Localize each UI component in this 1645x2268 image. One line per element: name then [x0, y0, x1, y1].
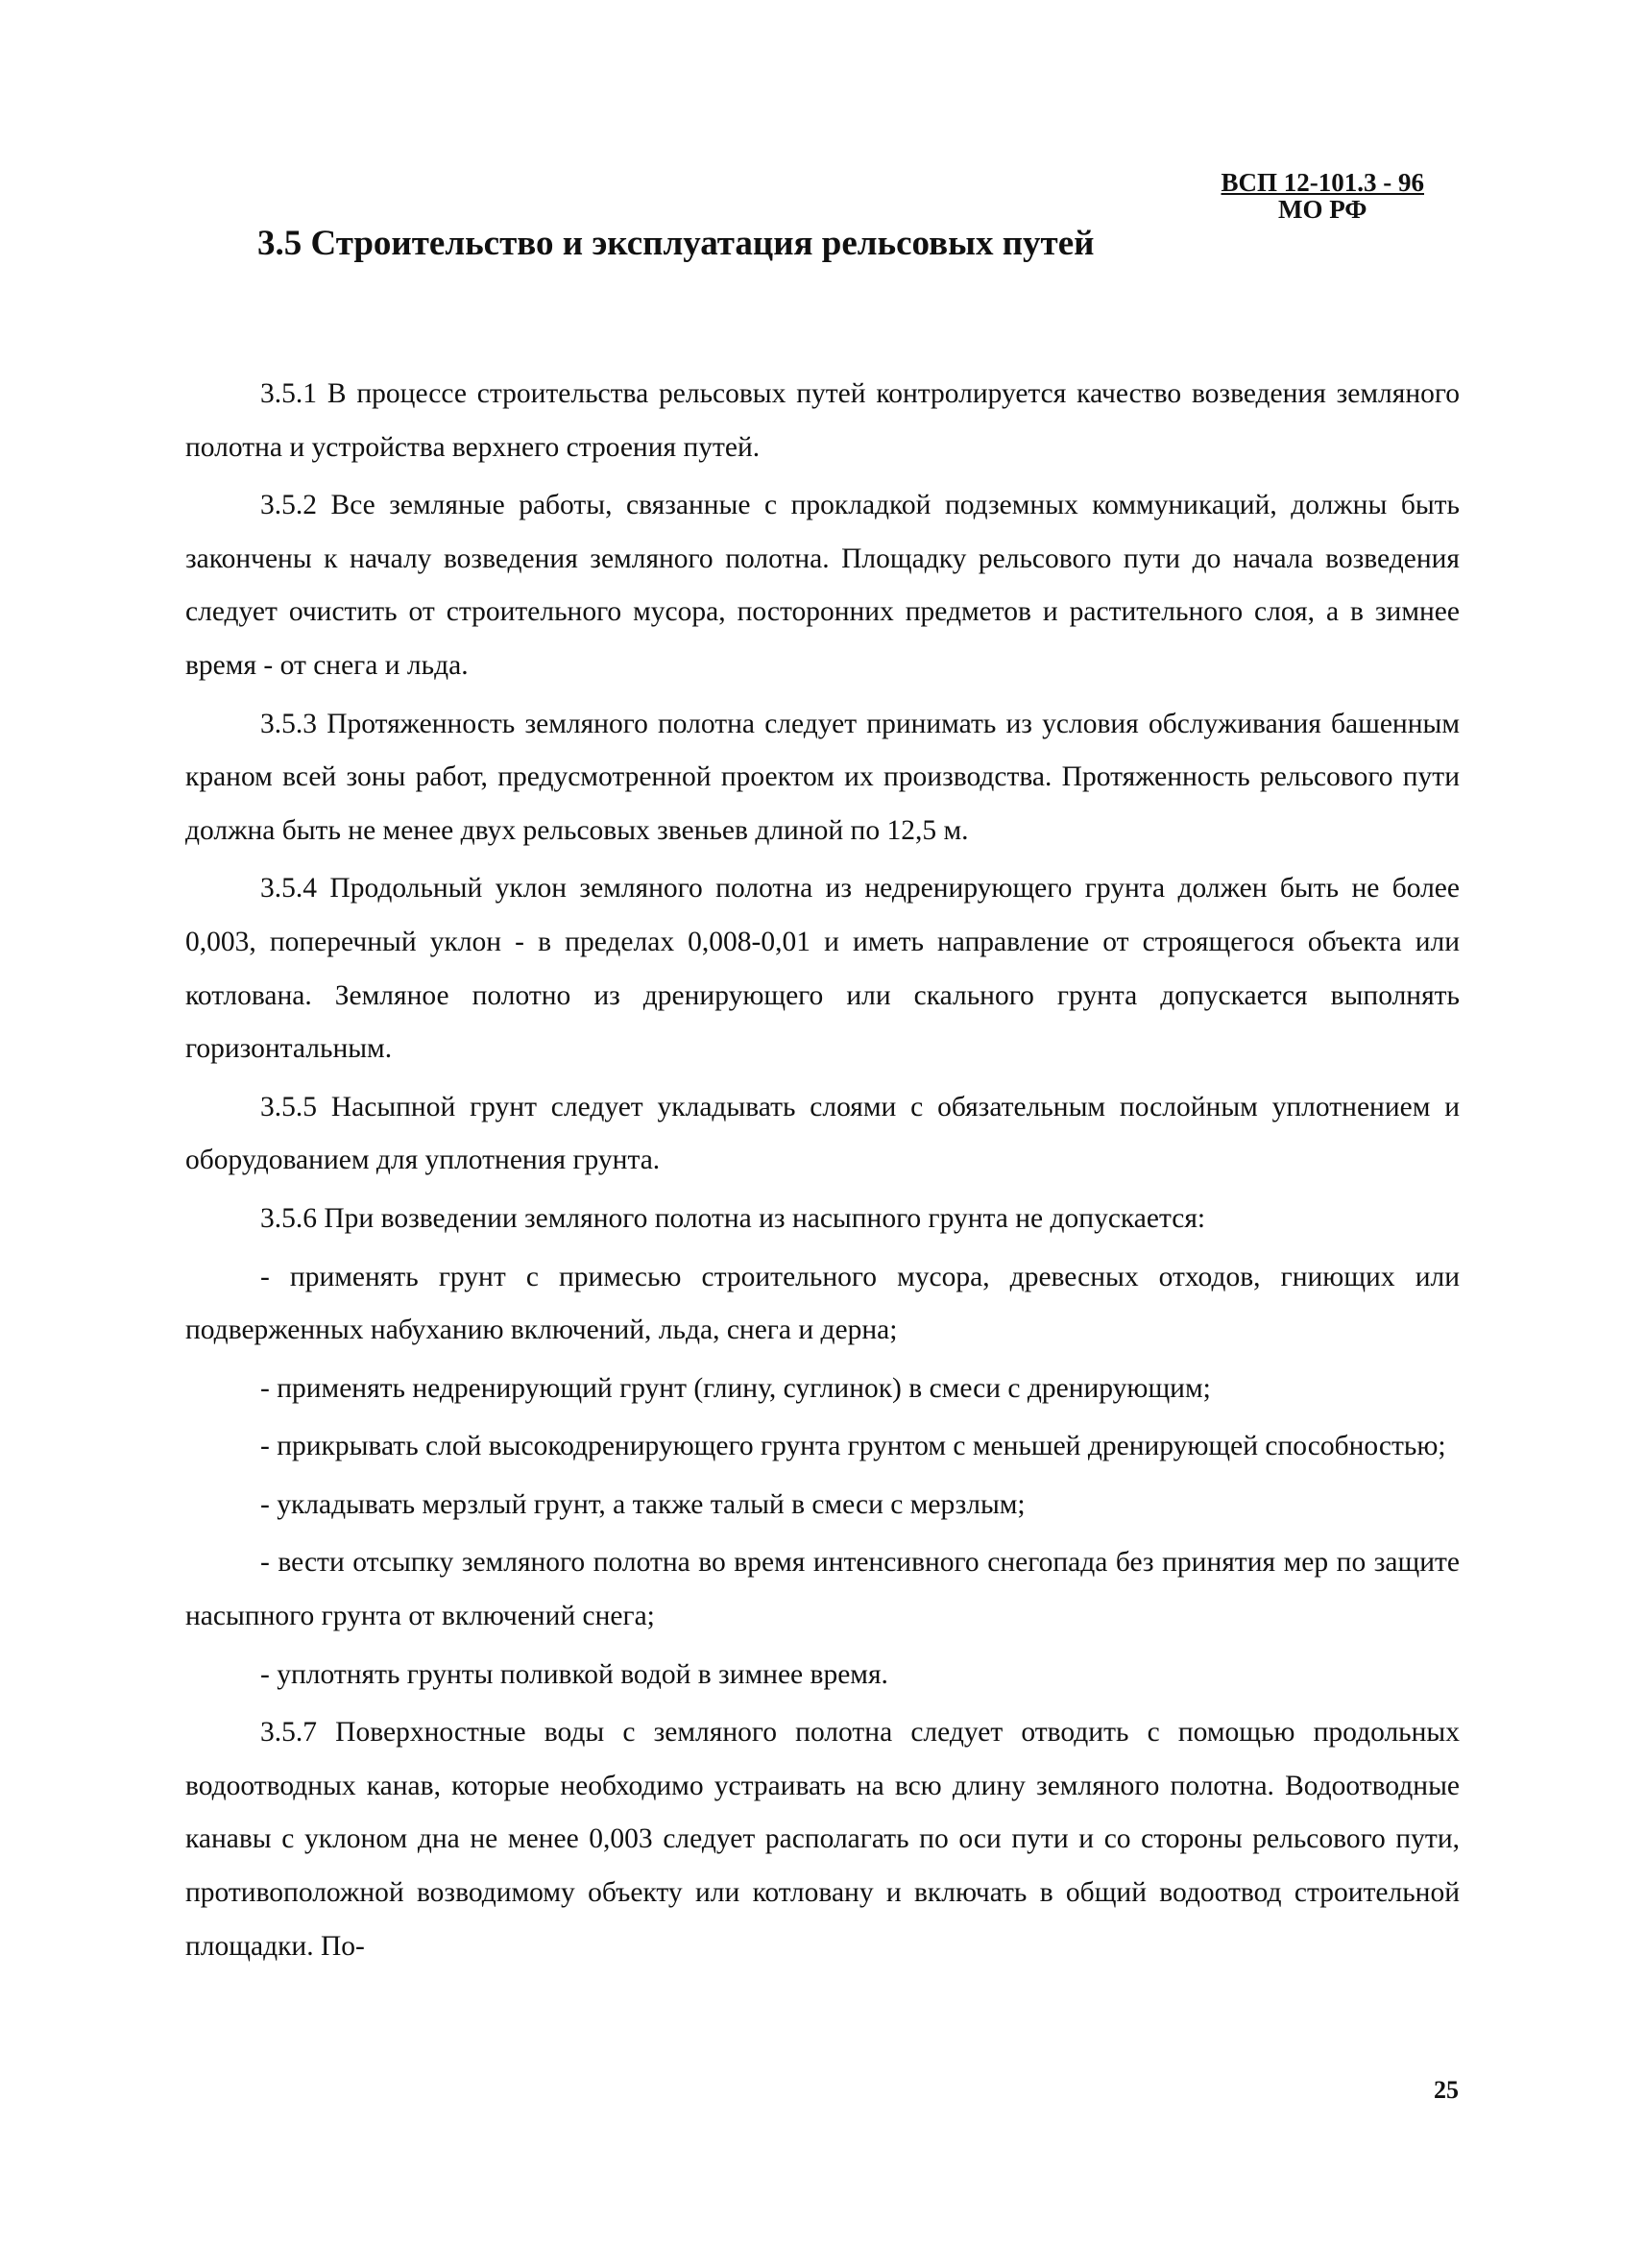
paragraph-3-5-7: 3.5.7 Поверхностные воды с земляного полотна следует отводить с помощью продольных водоотводных канав, которые необходимо устраивать на всю длину земляного полотна. Водоотводные канавы с уклоном дна не менее 0,003 следует располагать по оси пути и со стороны рельсового пути, противоположной возводимому объекту или котловану и включать в общий водоотвод строительной площадки. По- — [185, 1717, 1460, 1962]
paragraph-3-5-5: 3.5.5 Насыпной грунт следует укладывать слоями с обязательным послойным уплотнением и оборудованием для уплотнения грунта. — [185, 1091, 1460, 1176]
list-item: - применять недренирующий грунт (глину, суглинок) в смеси с дренирующим; — [260, 1372, 1211, 1404]
list-item: - применять грунт с примесью строительного мусора, древесных отходов, гниющих или подверженных набуханию включений, льда, снега и дерна; — [185, 1261, 1460, 1346]
document-code-header — [1222, 169, 1425, 223]
list-item: - уплотнять грунты поливкой водой в зимнее время. — [260, 1658, 888, 1690]
organization-label: МО РФ — [1278, 195, 1367, 224]
paragraph-3-5-3: 3.5.3 Протяженность земляного полотна следует принимать из условия обслуживания башенным краном всей зоны работ, предусмотренной проектом их производства. Протяженность рельсового пути должна быть не менее двух рельсовых звеньев длиной по 12,5 м. — [185, 708, 1460, 846]
paragraph-3-5-2: 3.5.2 Все земляные работы, связанные с прокладкой подземных коммуникаций, должны быть закончены к началу возведения земляного полотна. Площадку рельсового пути до начала возведения следует очистить от строительного мусора, посторонних предметов и растительного слоя, а в зимнее время - от снега и льда. — [185, 490, 1460, 681]
paragraph-3-5-6: 3.5.6 При возведении земляного полотна из насыпного грунта не допускается: — [260, 1202, 1206, 1234]
page-number: 25 — [1434, 2076, 1459, 2104]
document-body — [185, 368, 1460, 1978]
doc-code: ВСП 12-101.3 - 96 — [1221, 168, 1424, 197]
section-title: 3.5 Строительство и эксплуатация рельсовых путей — [257, 224, 1095, 263]
list-item: - прикрывать слой высокодренирующего грунта грунтом с меньшей дренирующей способностью; — [260, 1431, 1446, 1462]
list-item: - укладывать мерзлый грунт, а также талый в смеси с мерзлым; — [260, 1488, 1026, 1520]
paragraph-3-5-1: 3.5.1 В процессе строительства рельсовых путей контролируется качество возведения земляного полотна и устройства верхнего строения путей. — [185, 378, 1460, 463]
list-item: - вести отсыпку земляного полотна во время интенсивного снегопада без принятия мер по защите насыпного грунта от включений снега; — [185, 1547, 1460, 1632]
paragraph-3-5-4: 3.5.4 Продольный уклон земляного полотна из недренирующего грунта должен быть не более 0,003, поперечный уклон - в пределах 0,008-0,01 и иметь направление от строящегося объекта или котлована. Земляное полотно из дренирующего или скального грунта допускается выполнять горизонтальным. — [185, 873, 1460, 1065]
